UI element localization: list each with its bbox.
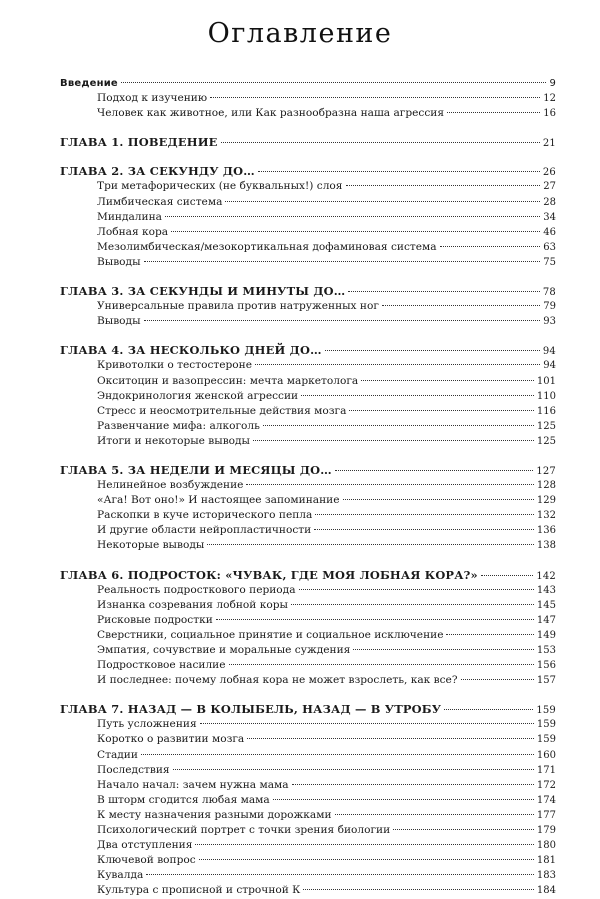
dot-leader <box>229 664 534 665</box>
toc-entry-page: 179 <box>536 825 556 837</box>
toc-entry-page: 94 <box>543 360 556 372</box>
toc-entry-page: 184 <box>536 885 556 897</box>
dot-leader <box>292 784 534 785</box>
toc-chapter-title: ГЛАВА 2. ЗА СЕКУНДУ ДО… <box>60 164 255 179</box>
dot-leader <box>346 185 541 186</box>
toc-entry[interactable] <box>60 314 556 329</box>
dot-leader <box>353 649 534 650</box>
toc-entry[interactable] <box>60 868 556 883</box>
toc-entry-title: Универсальные правила против натруженных ног <box>97 300 379 313</box>
dot-leader <box>301 395 534 396</box>
toc-entry[interactable] <box>60 732 556 747</box>
section-gap <box>60 554 556 568</box>
dot-leader <box>263 425 534 426</box>
toc-entry[interactable] <box>60 778 556 793</box>
dot-leader <box>382 305 540 306</box>
toc-entry-page: 157 <box>536 675 556 687</box>
toc-entry-page: 153 <box>536 645 556 656</box>
toc-entry-page: 145 <box>536 599 556 611</box>
toc-chapter-page: 78 <box>542 287 556 299</box>
toc-entry-page: 177 <box>536 809 556 821</box>
toc-entry-page: 116 <box>536 405 556 417</box>
toc-entry[interactable] <box>60 793 556 808</box>
toc-entry-title: Мезолимбическая/мезокортикальная дофаминовая система <box>97 240 437 253</box>
dot-leader <box>146 874 534 875</box>
toc-entry[interactable] <box>60 299 556 314</box>
toc-entry-title: Три метафорических (не буквальных!) слоя <box>97 180 343 193</box>
dot-leader <box>246 484 533 485</box>
toc-entry-title: Развенчание мифа: алкоголь <box>97 419 260 432</box>
toc-entry-title: Рисковые подростки <box>97 613 213 626</box>
dot-leader <box>144 261 541 262</box>
toc-chapter-page: 127 <box>536 465 556 477</box>
dot-leader <box>349 410 534 411</box>
toc-entry[interactable] <box>60 658 556 673</box>
toc-entry[interactable] <box>60 538 556 553</box>
toc-entry-page: 27 <box>543 181 556 193</box>
toc-entry[interactable] <box>60 613 556 628</box>
toc-entry[interactable] <box>60 883 556 898</box>
dot-leader <box>335 470 533 471</box>
toc-entry-title: Последствия <box>97 763 170 776</box>
toc-entry-page: 180 <box>536 840 556 852</box>
toc-chapter[interactable] <box>60 135 556 150</box>
toc-entry[interactable] <box>60 434 556 449</box>
toc-entry[interactable] <box>60 404 556 419</box>
toc-chapter[interactable] <box>60 343 556 358</box>
toc-entry-title: Сверстники, социальное принятие и социальное исключение <box>97 628 444 641</box>
toc-chapter-page: 21 <box>542 138 556 150</box>
dot-leader <box>253 440 534 441</box>
toc-entry-title: Коротко о развитии мозга <box>97 733 245 746</box>
dot-leader <box>447 112 540 113</box>
toc-entry[interactable] <box>60 240 556 255</box>
toc-entry-title: Окситоцин и вазопрессин: мечта маркетолога <box>97 374 359 387</box>
toc-chapter-title: Введение <box>60 78 118 89</box>
toc-entry-page: 159 <box>536 719 556 731</box>
toc-entry[interactable] <box>60 583 556 598</box>
page-title: Оглавление <box>207 18 393 49</box>
dot-leader <box>199 859 534 860</box>
toc-entry-page: 172 <box>536 779 556 791</box>
toc-entry[interactable] <box>60 508 556 523</box>
toc-chapter-page: 9 <box>549 78 556 89</box>
section-gap <box>60 270 556 284</box>
toc-chapter-title: ГЛАВА 5. ЗА НЕДЕЛИ И МЕСЯЦЫ ДО… <box>60 462 332 477</box>
dot-leader <box>393 829 534 830</box>
toc-chapter[interactable] <box>60 284 556 299</box>
toc-entry-page: 183 <box>536 870 556 882</box>
toc-entry-title: Лобная кора <box>97 225 169 238</box>
toc-entry[interactable] <box>60 210 556 225</box>
dot-leader <box>325 350 540 351</box>
toc-entry-page: 79 <box>543 301 556 313</box>
toc-entry[interactable] <box>60 225 556 240</box>
toc-entry[interactable] <box>60 853 556 868</box>
toc-entry-page: 147 <box>536 614 556 626</box>
dot-leader <box>299 589 534 590</box>
toc-entry-page: 125 <box>536 435 556 447</box>
toc-entry[interactable] <box>60 389 556 404</box>
toc-chapter-title: ГЛАВА 3. ЗА СЕКУНДЫ И МИНУТЫ ДО… <box>60 284 346 299</box>
section-gap <box>60 329 556 343</box>
dot-leader <box>348 291 540 292</box>
toc-entry[interactable] <box>60 493 556 508</box>
dot-leader <box>335 814 534 815</box>
toc-entry-page: 101 <box>536 375 556 387</box>
toc-entry-title: Миндалина <box>97 210 162 223</box>
dot-leader <box>225 201 540 202</box>
toc-entry-page: 160 <box>536 749 556 761</box>
toc-entry-title: Изнанка созревания лобной коры <box>97 598 288 611</box>
toc-entry-page: 63 <box>543 241 556 253</box>
toc-chapter-title: ГЛАВА 1. ПОВЕДЕНИЕ <box>60 135 218 150</box>
dot-leader <box>361 380 534 381</box>
toc-entry[interactable] <box>60 91 556 106</box>
toc-entry[interactable] <box>60 598 556 613</box>
toc-entry[interactable] <box>60 673 556 688</box>
toc-chapter-page: 26 <box>542 167 556 179</box>
toc-entry[interactable] <box>60 628 556 643</box>
dot-leader <box>171 231 540 232</box>
toc-entry-page: 12 <box>543 93 556 105</box>
dot-leader <box>273 799 534 800</box>
dot-leader <box>221 142 540 143</box>
dot-leader <box>291 604 534 605</box>
toc-entry[interactable] <box>60 643 556 658</box>
toc-entry-page: 143 <box>536 584 556 596</box>
toc-entry-title: Лимбическая система <box>97 195 223 208</box>
toc-entry-page: 171 <box>536 764 556 776</box>
toc-chapter[interactable] <box>60 568 556 583</box>
toc-entry-page: 93 <box>543 316 556 328</box>
dot-leader <box>144 320 541 321</box>
dot-leader <box>258 171 540 172</box>
toc-entry-title: Культура с прописной и строчной К <box>97 884 301 897</box>
toc-entry[interactable] <box>60 255 556 270</box>
toc-entry[interactable] <box>60 808 556 823</box>
dot-leader <box>481 575 533 576</box>
toc-entry-title: В шторм сгодится любая мама <box>97 793 270 806</box>
toc-entry-title: Некоторые выводы <box>97 539 205 552</box>
toc-entry[interactable] <box>60 179 556 194</box>
dot-leader <box>446 634 533 635</box>
toc-entry-title: Кувалда <box>97 869 144 882</box>
dot-leader <box>440 246 541 247</box>
toc-entry[interactable] <box>60 748 556 763</box>
toc-entry-title: Ключевой вопрос <box>97 854 196 867</box>
toc-entry[interactable] <box>60 717 556 732</box>
toc-entry-title: Раскопки в куче исторического пепла <box>97 509 313 522</box>
dot-leader <box>247 738 534 739</box>
section-gap <box>60 688 556 702</box>
toc-entry-page: 28 <box>543 196 556 208</box>
toc-entry-page: 16 <box>543 108 556 120</box>
toc-entry-page: 129 <box>536 495 556 507</box>
toc-entry[interactable] <box>60 106 556 121</box>
toc-entry-title: Выводы <box>97 315 141 328</box>
toc-chapter-title: ГЛАВА 4. ЗА НЕСКОЛЬКО ДНЕЙ ДО… <box>60 343 322 358</box>
toc-entry-page: 75 <box>543 256 556 268</box>
dot-leader <box>303 889 534 890</box>
section-gap <box>60 121 556 135</box>
toc-entry-page: 125 <box>536 420 556 432</box>
dot-leader <box>444 709 533 710</box>
toc-entry[interactable] <box>60 374 556 389</box>
toc-entry-title: Эмпатия, сочувствие и моральные суждения <box>97 644 351 656</box>
toc-chapter[interactable] <box>60 463 556 478</box>
toc-entry-page: 110 <box>536 390 556 402</box>
dot-leader <box>165 216 540 217</box>
toc-entry[interactable] <box>60 419 556 434</box>
dot-leader <box>314 529 534 530</box>
toc-entry-title: Итоги и некоторые выводы <box>97 434 250 447</box>
toc-entry-title: Психологический портрет с точки зрения биологии <box>97 824 391 837</box>
toc-entry-title: Реальность подросткового периода <box>97 583 296 596</box>
toc-entry-page: 138 <box>536 540 556 552</box>
toc-entry-title: Подростковое насилие <box>97 659 226 672</box>
toc-entry-page: 156 <box>536 660 556 672</box>
section-gap <box>60 449 556 463</box>
dot-leader <box>216 619 534 620</box>
toc-entry-title: Начало начал: зачем нужна мама <box>97 778 289 791</box>
toc-chapter-page: 94 <box>542 346 556 358</box>
toc-entry-page: 136 <box>536 525 556 537</box>
toc-entry[interactable] <box>60 195 556 210</box>
toc-entry-title: Человек как животное, или Как разнообразна наша агрессия <box>97 107 445 120</box>
dot-leader <box>255 364 540 365</box>
dot-leader <box>207 544 534 545</box>
toc-entry-title: Кривотолки о тестостероне <box>97 359 253 372</box>
dot-leader <box>200 723 534 724</box>
toc-entry[interactable] <box>60 763 556 778</box>
toc-entry-title: Путь усложнения <box>97 718 197 731</box>
toc-entry-page: 34 <box>543 211 556 223</box>
toc-chapter[interactable] <box>60 76 556 91</box>
toc-entry-title: Эндокринология женской агрессии <box>97 389 299 402</box>
dot-leader <box>210 97 540 98</box>
toc-entry-title: Стресс и неосмотрительные действия мозга <box>97 404 347 417</box>
section-gap <box>60 150 556 164</box>
dot-leader <box>173 769 534 770</box>
dot-leader <box>195 844 534 845</box>
toc-chapter-title: ГЛАВА 7. НАЗАД — В КОЛЫБЕЛЬ, НАЗАД — В УТРОБУ <box>60 702 442 717</box>
toc-entry-page: 46 <box>543 226 556 238</box>
toc-entry-title: Два отступления <box>97 839 193 852</box>
dot-leader <box>315 514 534 515</box>
toc-entry-title: К месту назначения разными дорожками <box>97 808 332 821</box>
toc-chapter-title: ГЛАВА 6. ПОДРОСТОК: «ЧУВАК, ГДЕ МОЯ ЛОБНАЯ КОРА?» <box>60 567 478 582</box>
toc-entry-page: 159 <box>536 734 556 746</box>
toc-entry-title: Нелинейное возбуждение <box>97 479 244 492</box>
toc-chapter[interactable] <box>60 164 556 179</box>
toc-entry-page: 149 <box>536 629 556 641</box>
toc-entry[interactable] <box>60 823 556 838</box>
toc-entry-title: Стадии <box>97 748 138 761</box>
toc-entry-title: И последнее: почему лобная кора не может взрослеть, как все? <box>97 674 458 687</box>
table-of-contents <box>60 76 556 899</box>
dot-leader <box>141 754 534 755</box>
dot-leader <box>121 82 547 83</box>
toc-chapter-page: 159 <box>536 705 556 717</box>
dot-leader <box>461 679 534 680</box>
toc-entry-title: «Ага! Вот оно!» И настоящее запоминание <box>97 494 340 507</box>
toc-entry-page: 181 <box>536 855 556 867</box>
toc-chapter-page: 142 <box>536 570 556 582</box>
toc-entry[interactable] <box>60 838 556 853</box>
toc-entry-title: Подход к изучению <box>97 92 208 105</box>
toc-chapter[interactable] <box>60 702 556 717</box>
toc-entry[interactable] <box>60 478 556 493</box>
toc-entry-title: И другие области нейропластичности <box>97 524 312 537</box>
dot-leader <box>343 499 534 500</box>
toc-entry[interactable] <box>60 523 556 538</box>
toc-entry-page: 128 <box>536 480 556 492</box>
toc-entry-title: Выводы <box>97 255 141 268</box>
toc-entry-page: 174 <box>536 794 556 806</box>
toc-entry[interactable] <box>60 358 556 373</box>
toc-entry-page: 132 <box>536 510 556 522</box>
